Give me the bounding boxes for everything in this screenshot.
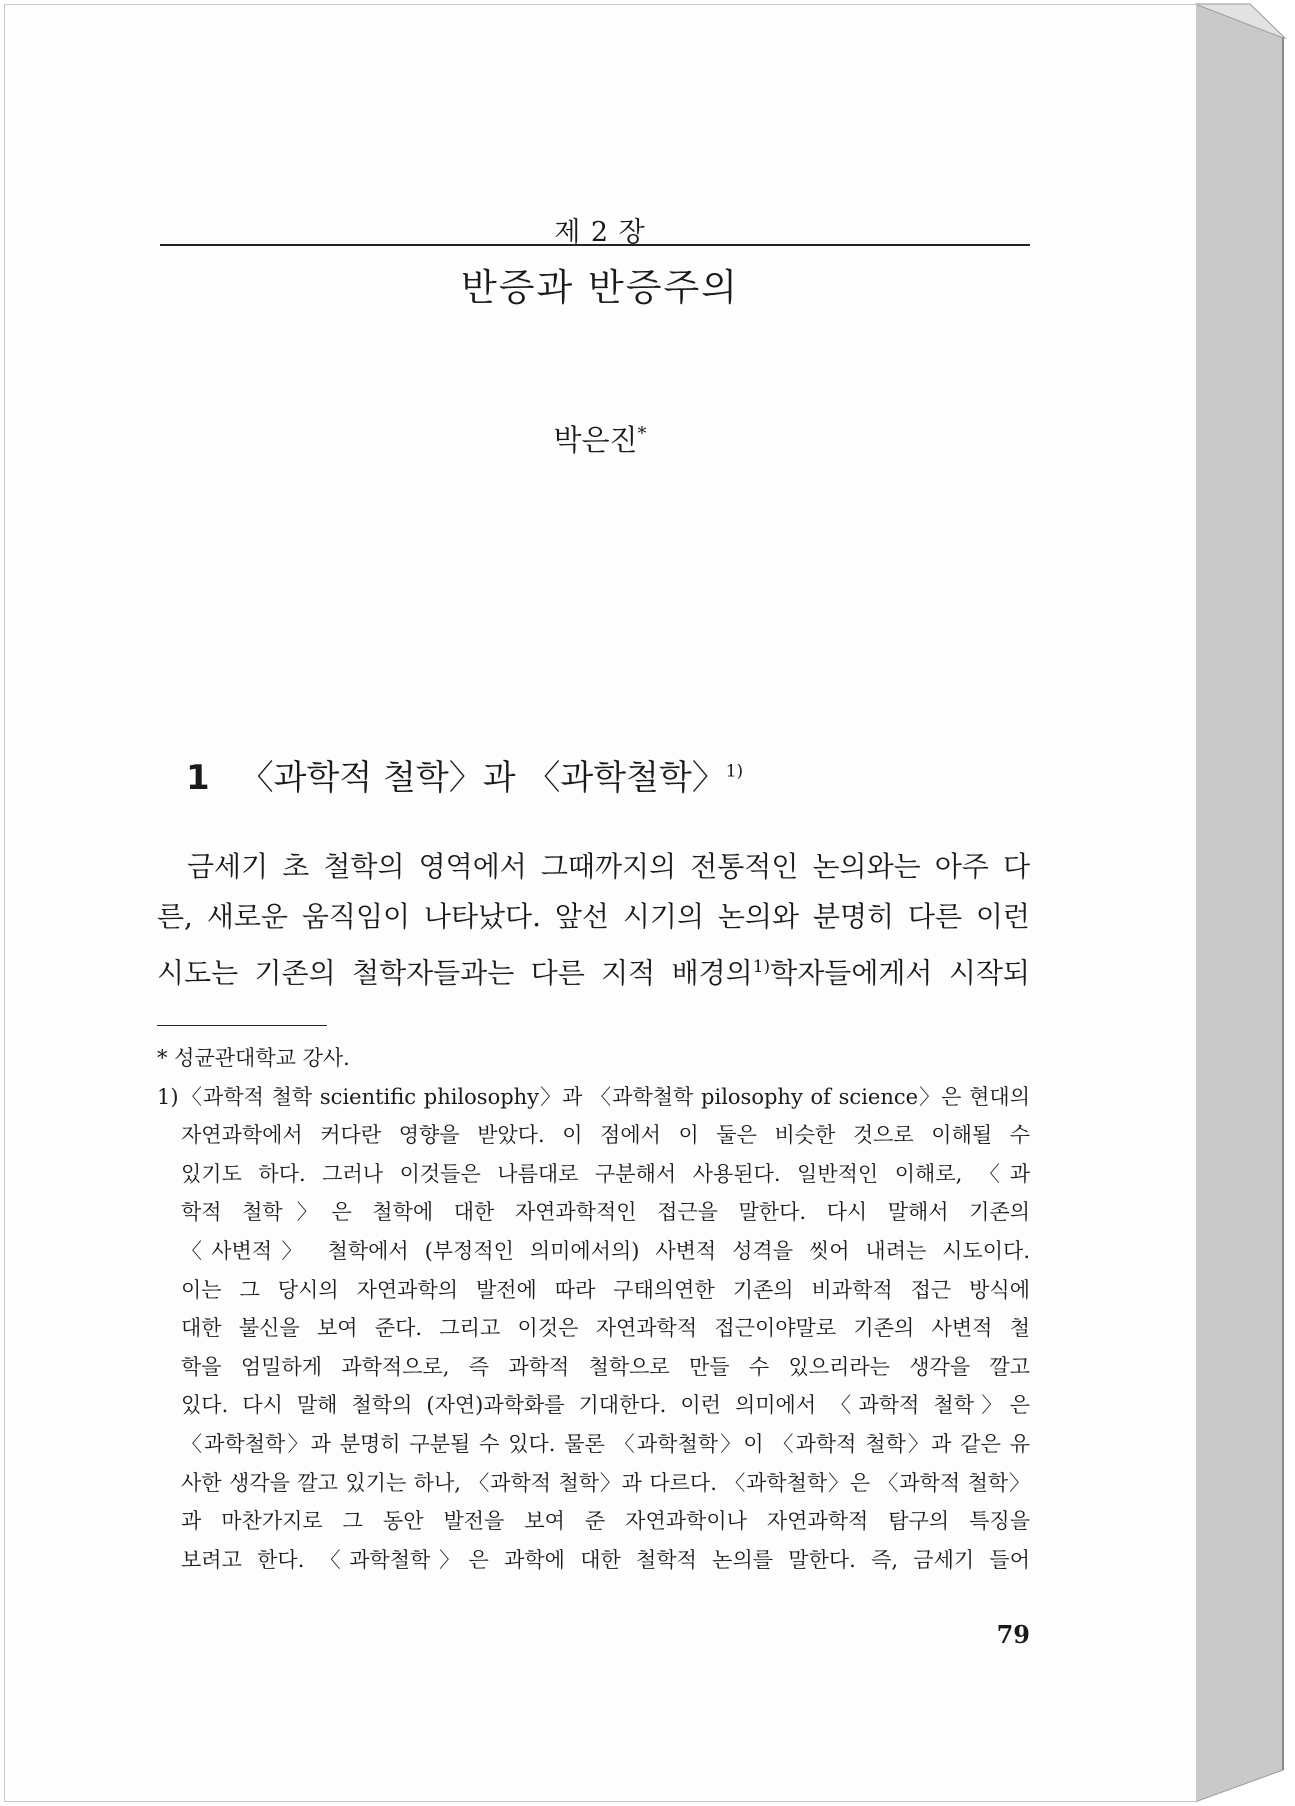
footnote-line: 학적 철학〉은 철학에 대한 자연과학적인 접근을 말한다. 다시 말해서 기존의 (181, 1200, 1030, 1225)
footnote-line: 자연과학에서 커다란 영향을 받았다. 이 점에서 이 둘은 비슷한 것으로 이해될 수 (181, 1123, 1030, 1148)
footnote-line: 〈과학철학〉과 분명히 구분될 수 있다. 물론 〈과학철학〉이 〈과학적 철학〉과 같은 유 (181, 1431, 1030, 1456)
title-rule (160, 244, 1030, 246)
footnote-line: 과 마찬가지로 그 동안 발전을 보여 준 자연과학이나 자연과학적 탐구의 특징을 (181, 1509, 1030, 1534)
page-number: 79 (996, 1620, 1030, 1649)
book-thickness (1195, 0, 1295, 1806)
footnote-line: 대한 불신을 보여 준다. 그리고 이것은 자연과학적 접근이야말로 기존의 사변적 철 (181, 1316, 1030, 1341)
author-footnote-mark: * (637, 423, 647, 445)
section-footnote-ref: 1) (725, 761, 744, 782)
body-line: 른, 새로운 움직임이 나타났다. 앞선 시기의 논의와 분명히 다른 이런 (157, 900, 1030, 933)
section-heading (186, 750, 743, 799)
footnote-author: * 성균관대학교 강사. (157, 1046, 350, 1070)
footnote-rule (157, 1025, 327, 1026)
section-title: 〈과학적 철학〉과 〈과학철학〉 (239, 758, 726, 798)
footnote-line: 보려고 한다. 〈과학철학〉은 과학에 대한 철학적 논의를 말한다. 즉, 금세기 들어 (181, 1547, 1030, 1572)
footnotes (157, 1039, 1030, 1579)
footnote-line: 있다. 다시 말해 철학의 (자연)과학화를 기대한다. 이런 의미에서 〈과학적 철학〉은 (181, 1393, 1030, 1418)
author-name: 박은진 (553, 423, 638, 457)
chapter-title: 반증과 반증주의 (461, 266, 739, 309)
footnote-1 (157, 1078, 1030, 1117)
footnote-line: 있기도 하다. 그러나 이것들은 나름대로 구분해서 사용된다. 일반적인 이해로, 〈과 (181, 1161, 1030, 1186)
body-paragraph (157, 842, 1030, 992)
book-edge-side (1195, 4, 1283, 1802)
footnote-1-mark: 1) (157, 1084, 179, 1109)
footnote-line: 〈사변적〉 철학에서 (부정적인 의미에서의) 사변적 성격을 씻어 내려는 시도이다. (181, 1238, 1030, 1263)
footnote-line: 사한 생각을 깔고 있기는 하나, 〈과학적 철학〉과 다르다. 〈과학철학〉은 〈과학적 철학〉 (181, 1470, 1030, 1495)
section-number: 1 (186, 758, 210, 798)
footnote-line: 학을 엄밀하게 과학적으로, 즉 과학적 철학으로 만들 수 있으리라는 생각을 깔고 (181, 1354, 1030, 1379)
chapter-label: 제 2 장 (554, 217, 646, 248)
body-line-head: 시도는 기존의 철학자들과는 다른 지적 배경의 (157, 956, 753, 990)
body-line (157, 942, 1030, 992)
body-footnote-ref: 1) (752, 957, 771, 977)
body-line-tail: 학자들에게서 시작되 (770, 956, 1030, 990)
footnote-line: 〈과학적 철학 scientific philosophy〉과 〈과학철학 pilosophy of science〉은 현대의 (181, 1084, 1030, 1109)
body-line: 금세기 초 철학의 영역에서 그때까지의 전통적인 논의와는 아주 다 (187, 850, 1030, 883)
author (160, 418, 1040, 459)
footnote-line: 이는 그 당시의 자연과학의 발전에 따라 구태의연한 기존의 비과학적 접근 방식에 (181, 1277, 1030, 1302)
